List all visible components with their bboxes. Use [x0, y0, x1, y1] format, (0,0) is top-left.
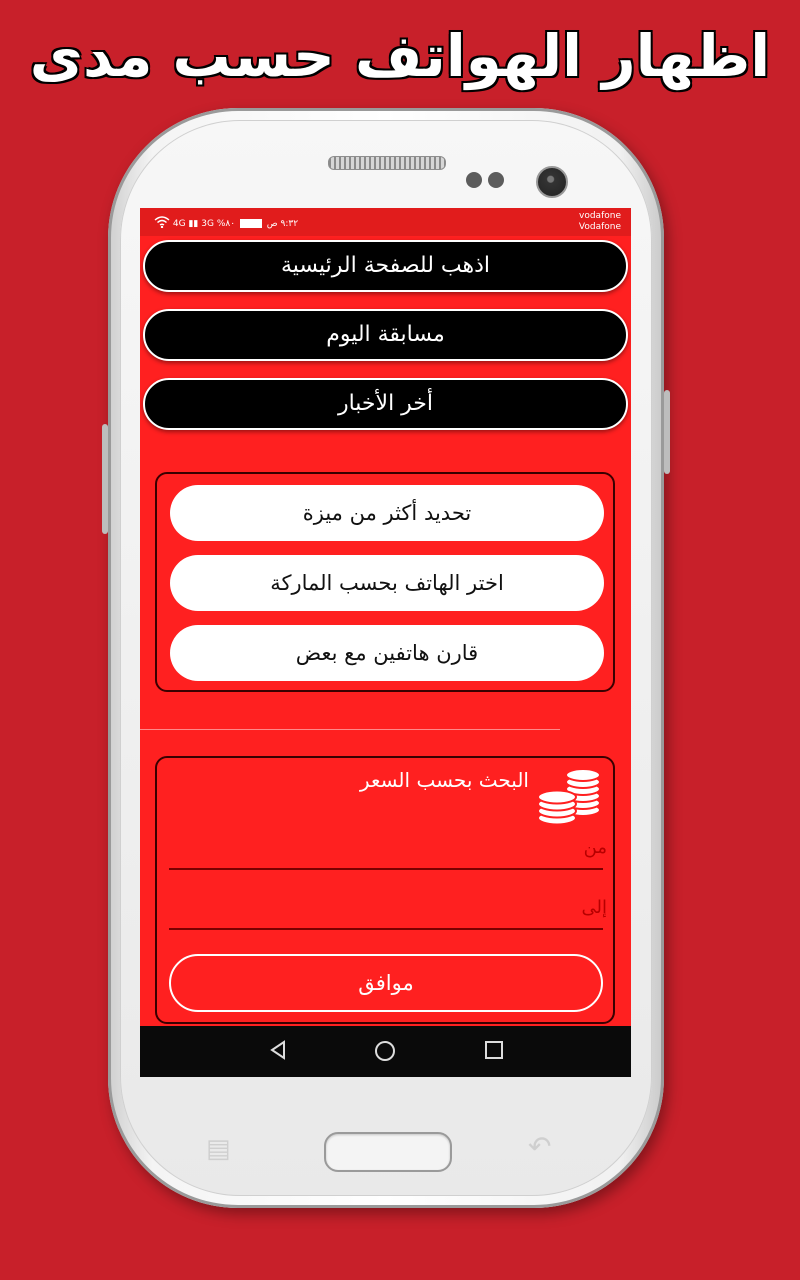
signal-type-2: 3G: [201, 219, 214, 229]
app-screen: [140, 208, 631, 1077]
carrier-line-1: vodafone: [579, 211, 621, 221]
multi-feature-button[interactable]: تحديد أكثر من ميزة: [170, 485, 604, 541]
carrier-label: [579, 211, 621, 233]
back-key-icon[interactable]: ↶: [528, 1130, 552, 1163]
price-search-title: البحث بحسب السعر: [359, 768, 529, 792]
status-time: ٩:٣٢ ص: [266, 219, 299, 229]
compare-phones-button[interactable]: قارن هاتفين مع بعض: [170, 625, 604, 681]
filter-options-panel: [155, 472, 615, 692]
home-page-button[interactable]: اذهب للصفحة الرئيسية: [143, 240, 628, 292]
promo-headline: اظهار الهواتف حسب مدى: [29, 22, 771, 90]
latest-news-button[interactable]: أخر الأخبار: [143, 378, 628, 430]
status-left-group: [150, 216, 298, 231]
coins-icon: [535, 768, 603, 830]
status-bar: [140, 208, 631, 236]
home-icon[interactable]: [374, 1040, 396, 1067]
signal-type: 4G: [172, 219, 186, 229]
wifi-icon: [154, 216, 170, 231]
battery-icon: [240, 219, 262, 228]
submit-button[interactable]: موافق: [169, 954, 603, 1012]
home-key[interactable]: [324, 1132, 452, 1172]
by-brand-button[interactable]: اختر الهاتف بحسب الماركة: [170, 555, 604, 611]
back-icon[interactable]: [268, 1040, 288, 1065]
price-from-input[interactable]: [169, 826, 611, 868]
price-to-input[interactable]: [169, 886, 611, 928]
recents-icon[interactable]: [484, 1040, 504, 1065]
carrier-line-2: Vodafone: [578, 222, 621, 232]
light-sensor: [488, 172, 504, 188]
earpiece-speaker: [328, 156, 446, 170]
front-camera: [536, 166, 568, 198]
price-to-field[interactable]: [169, 886, 603, 930]
daily-contest-button[interactable]: مسابقة اليوم: [143, 309, 628, 361]
power-button: [664, 390, 670, 474]
section-divider: [140, 729, 560, 730]
android-nav-bar: [140, 1026, 631, 1077]
volume-button: [102, 424, 108, 534]
price-search-panel: [155, 756, 615, 1024]
price-from-field[interactable]: [169, 826, 603, 870]
proximity-sensor: [466, 172, 482, 188]
battery-percent: ٨٠%: [216, 219, 236, 229]
signal-icon: ▮▮: [188, 219, 199, 229]
menu-key-icon[interactable]: ▤: [206, 1134, 231, 1164]
